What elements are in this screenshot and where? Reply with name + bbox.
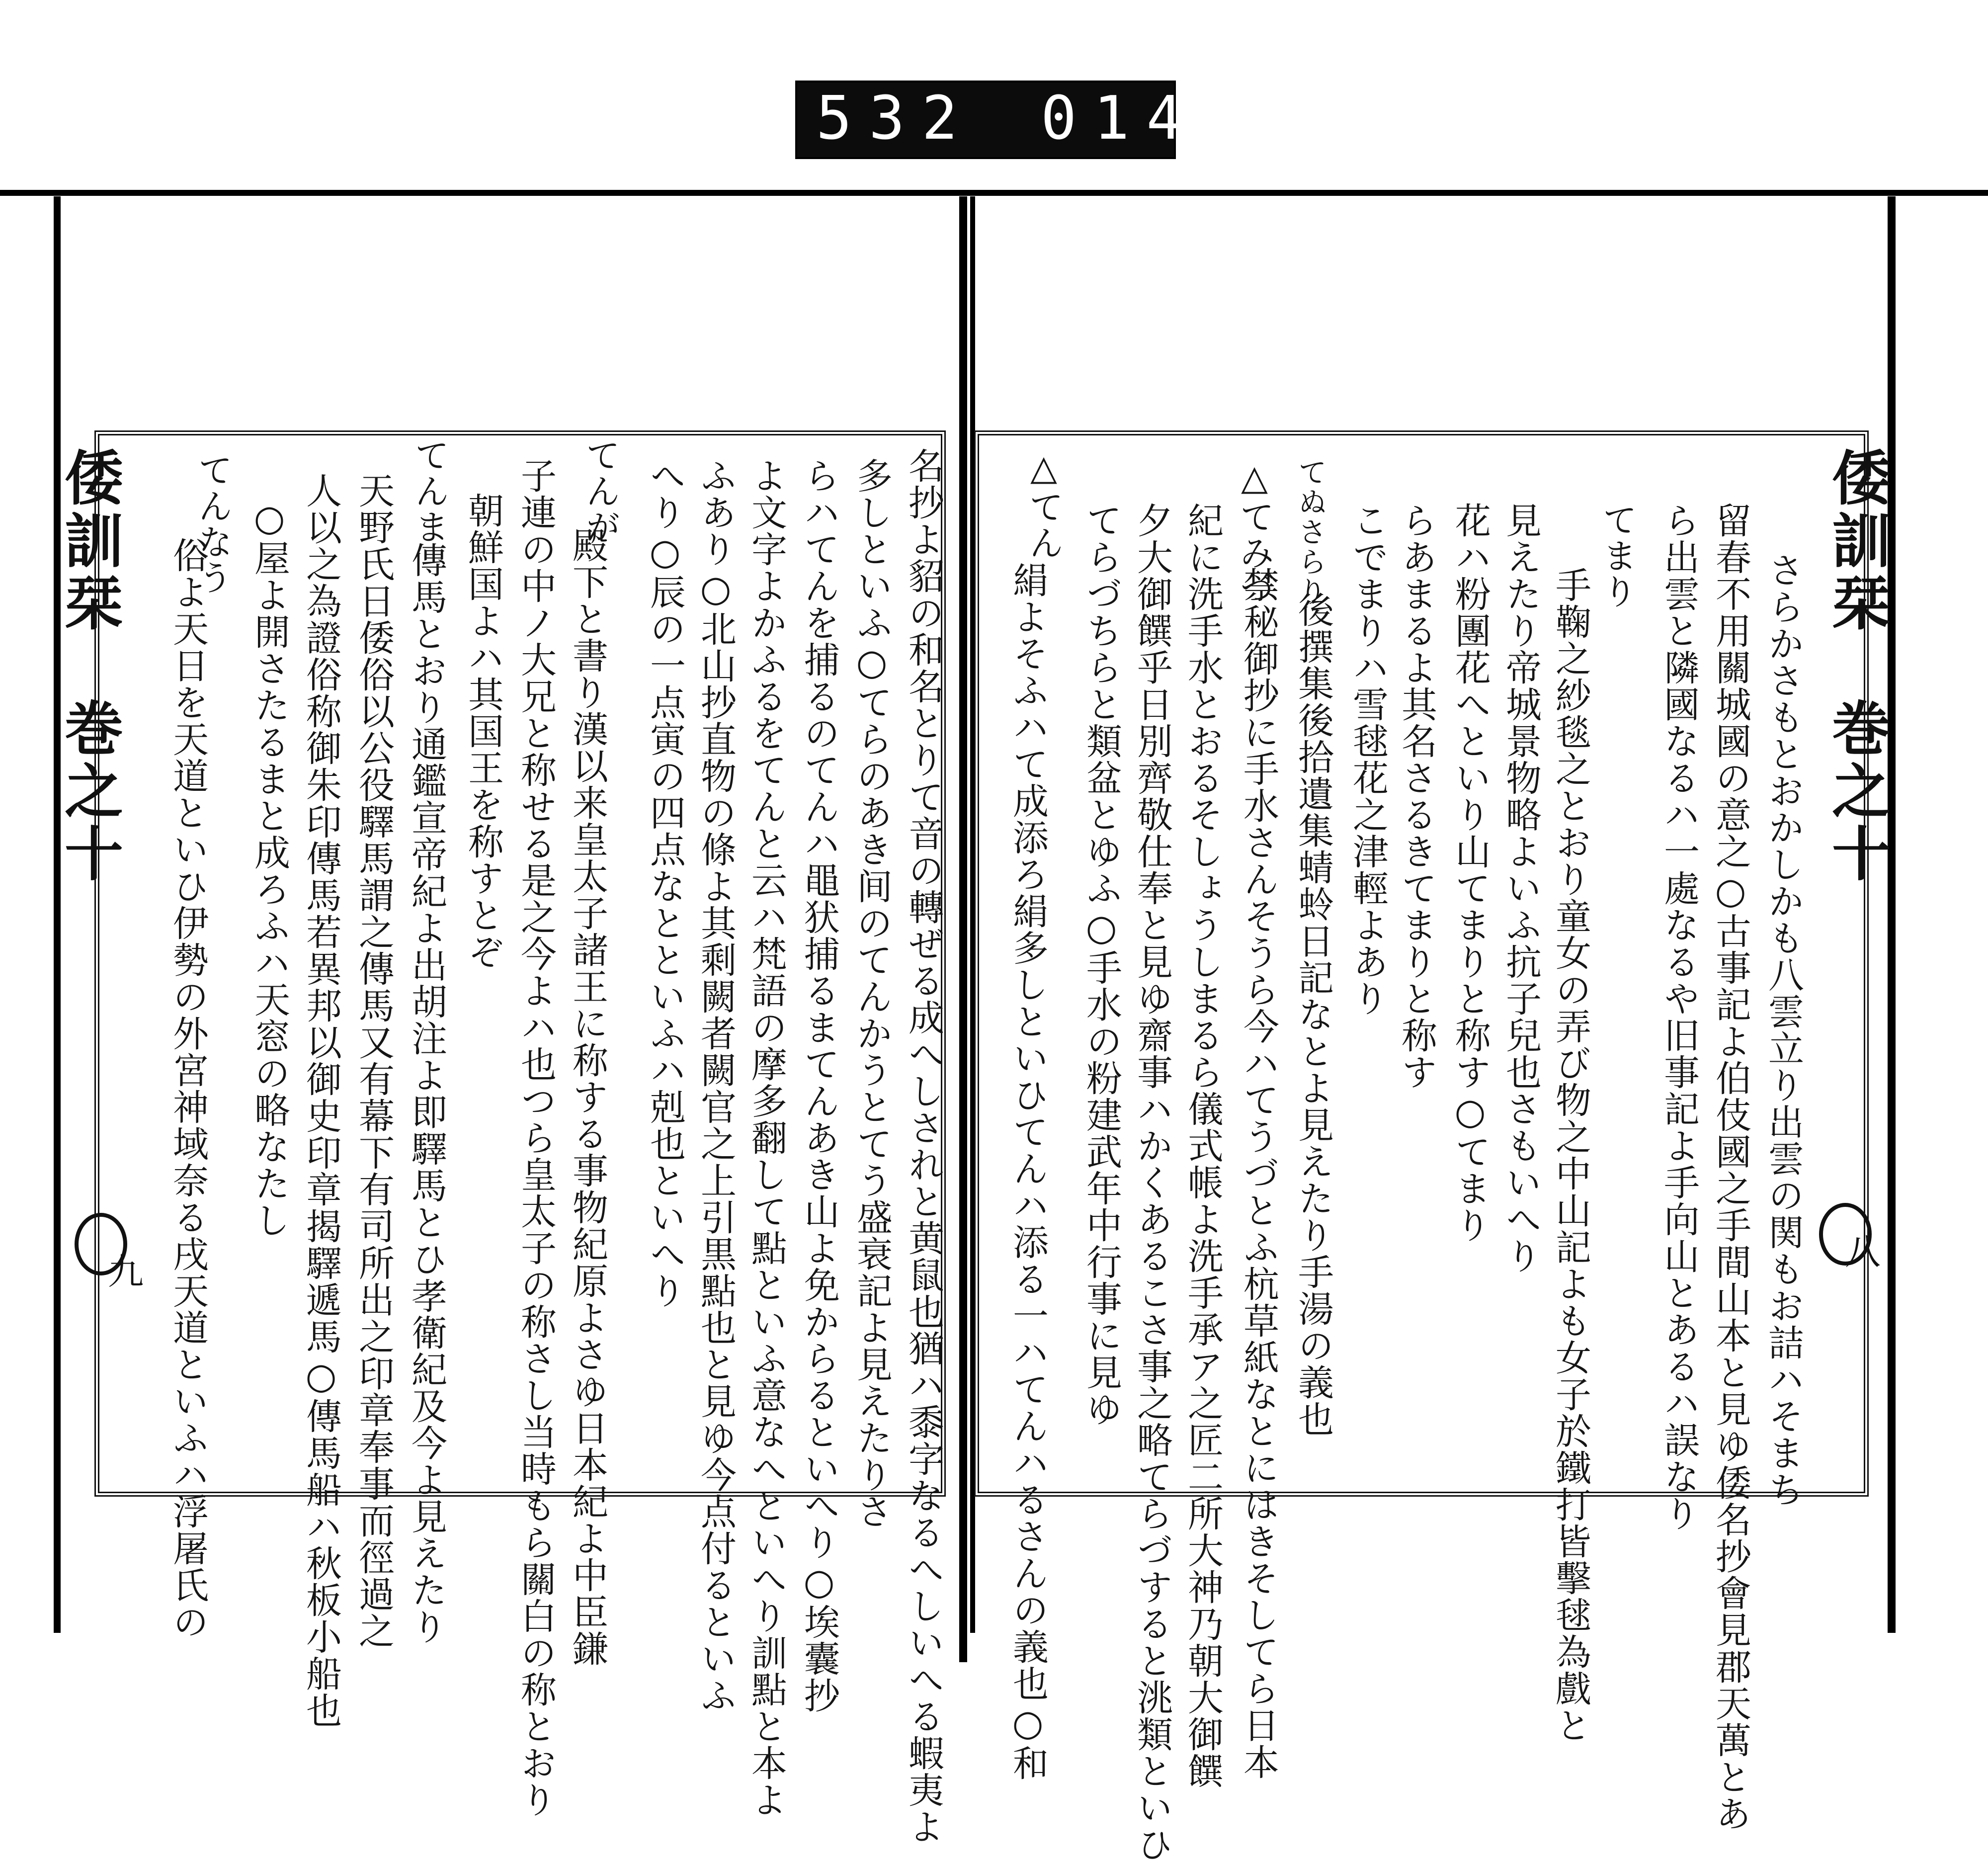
text-column: 多しといふ○てらのあき间のてんかうとてう盛衰記よ見えたりさ (851, 457, 893, 1530)
text-column: ふあり○北山抄直物の條よ其剩闕者闕官之上引黒點也と見ゆ今点付るといふ (695, 457, 737, 1714)
text-column: 後撰集後拾遺集蜻蛉日記なとよ見えたり手湯の義也 (1292, 592, 1334, 1438)
entry-heading: てんなう (192, 452, 233, 595)
text-column: らハてんを捕るのてんハ黽犾捕るまてんあき山よ免からるといへり○埃囊抄 (798, 457, 840, 1714)
text-column: 花ハ粉團花へといり山てまりと称す○てまり (1449, 502, 1491, 1244)
text-column: らあまるよ其名さるきてまりと称す (1396, 502, 1437, 1091)
entry-heading: てまり (1597, 502, 1638, 609)
scan-top-border (0, 190, 1988, 196)
text-column: さらかさもとおかしかも八雲立り出雲の関もお詰ハそまち (1762, 552, 1804, 1508)
text-column: 俗よ天日を天道といひ伊勢の外宮神域奈る戌天道といふハ浮屠氏の (167, 537, 209, 1640)
text-column: 子連の中ノ大兄と称せる是之今よハ也つら皇太子の称さし当時もら關白の称とおり (515, 457, 557, 1818)
text-column: 絹よそふハて成添ろ絹多しといひてんハ添る一ハてんハるさんの義也○和 (1007, 562, 1049, 1781)
text-column: 紀に洗手水とおるそしょうしまるら儀式帳よ洗手承ア之匠二所大神乃朝大御饌 (1182, 502, 1224, 1789)
text-column: 禁秘御抄に手水さんそうら今ハてうづとふ杭草紙なとにはきそしてら日本 (1238, 567, 1279, 1780)
entry-heading: △てみづ (1234, 457, 1275, 606)
text-column: 名抄よ貂の和名とりて音の轉ぜる成へしされと黄鼠也猶ハ黍字なるへしいへる蝦夷よ (903, 447, 944, 1845)
text-column: 殿下と書り漢以来皇太子諸王に称する事物紀原よさゆ日本紀よ中臣鎌 (567, 527, 608, 1667)
book-spine (959, 196, 967, 1662)
film-label (795, 81, 1199, 159)
text-column: よ文字よかふるをてんと云ハ梵語の摩多翻して點といふ意なへといへり訓點と本よ (746, 457, 787, 1818)
entry-heading: てぬさらり (1293, 457, 1327, 606)
text-column: こでまりハ雪毬花之津輕よあり (1347, 502, 1389, 1017)
text-column: ○屋よ開さたるまと成ろふハ天窓の略なたし (248, 497, 290, 1239)
text-column: 手鞠之紗毯之とおり童女の弄び物之中山記よも女子於鐵打皆擊毬為戲と (1550, 567, 1591, 1744)
text-column: 天野氏日倭俗以公役驛馬謂之傳馬又有幕下有司所出之印章奉事而徑過之 (353, 472, 395, 1649)
film-number-right: 014 (1041, 84, 1199, 153)
text-column: 留春不用關城國の意之○古事記よ伯伎國之手間山本と見ゆ倭名抄會見郡天萬とあ (1710, 502, 1751, 1832)
text-column: 見えたり帝城景物略よいふ抗子兒也さもいへり (1500, 502, 1542, 1274)
film-number-left: 532 (816, 84, 975, 153)
text-column: てらづちらと類盆とゆふ○手水の粉建武年中行事に見ゆ (1080, 502, 1122, 1428)
entry-heading: てんが (580, 437, 621, 545)
entry-heading: △てん (1023, 447, 1064, 561)
text-column: 傳馬とおり通鑑宣帝紀よ出胡注よ即驛馬とひ孝衛紀及今よ見えたり (406, 542, 447, 1645)
text-column: 夕大御饌乎日別齊敬仕奉と見ゆ齋事ハかくあるこさ事之略てらづすると洮類といひ (1131, 502, 1173, 1863)
left-folio-number: 九 (102, 1253, 144, 1288)
entry-heading: てんま (409, 437, 450, 545)
right-folio-number: 八 (1839, 1233, 1881, 1269)
text-column: へり○辰の一点寅の四点なとといふハ剋也といへり (644, 457, 686, 1309)
left-margin-title: 倭訓栞 巻之十 (55, 447, 124, 886)
text-column: ら出雲と隣國なるハ一處なるや旧事記よ手向山とあるハ誤なり (1658, 502, 1700, 1532)
text-column: 朝鮮国よハ其国王を称すとぞ (462, 492, 504, 970)
right-margin-title: 倭訓栞 巻之十 (1822, 447, 1891, 886)
text-column: 人以之為證俗称御朱印傳馬若異邦以御史印章揭驛遞馬○傳馬船ハ秋板小船也 (300, 472, 342, 1729)
